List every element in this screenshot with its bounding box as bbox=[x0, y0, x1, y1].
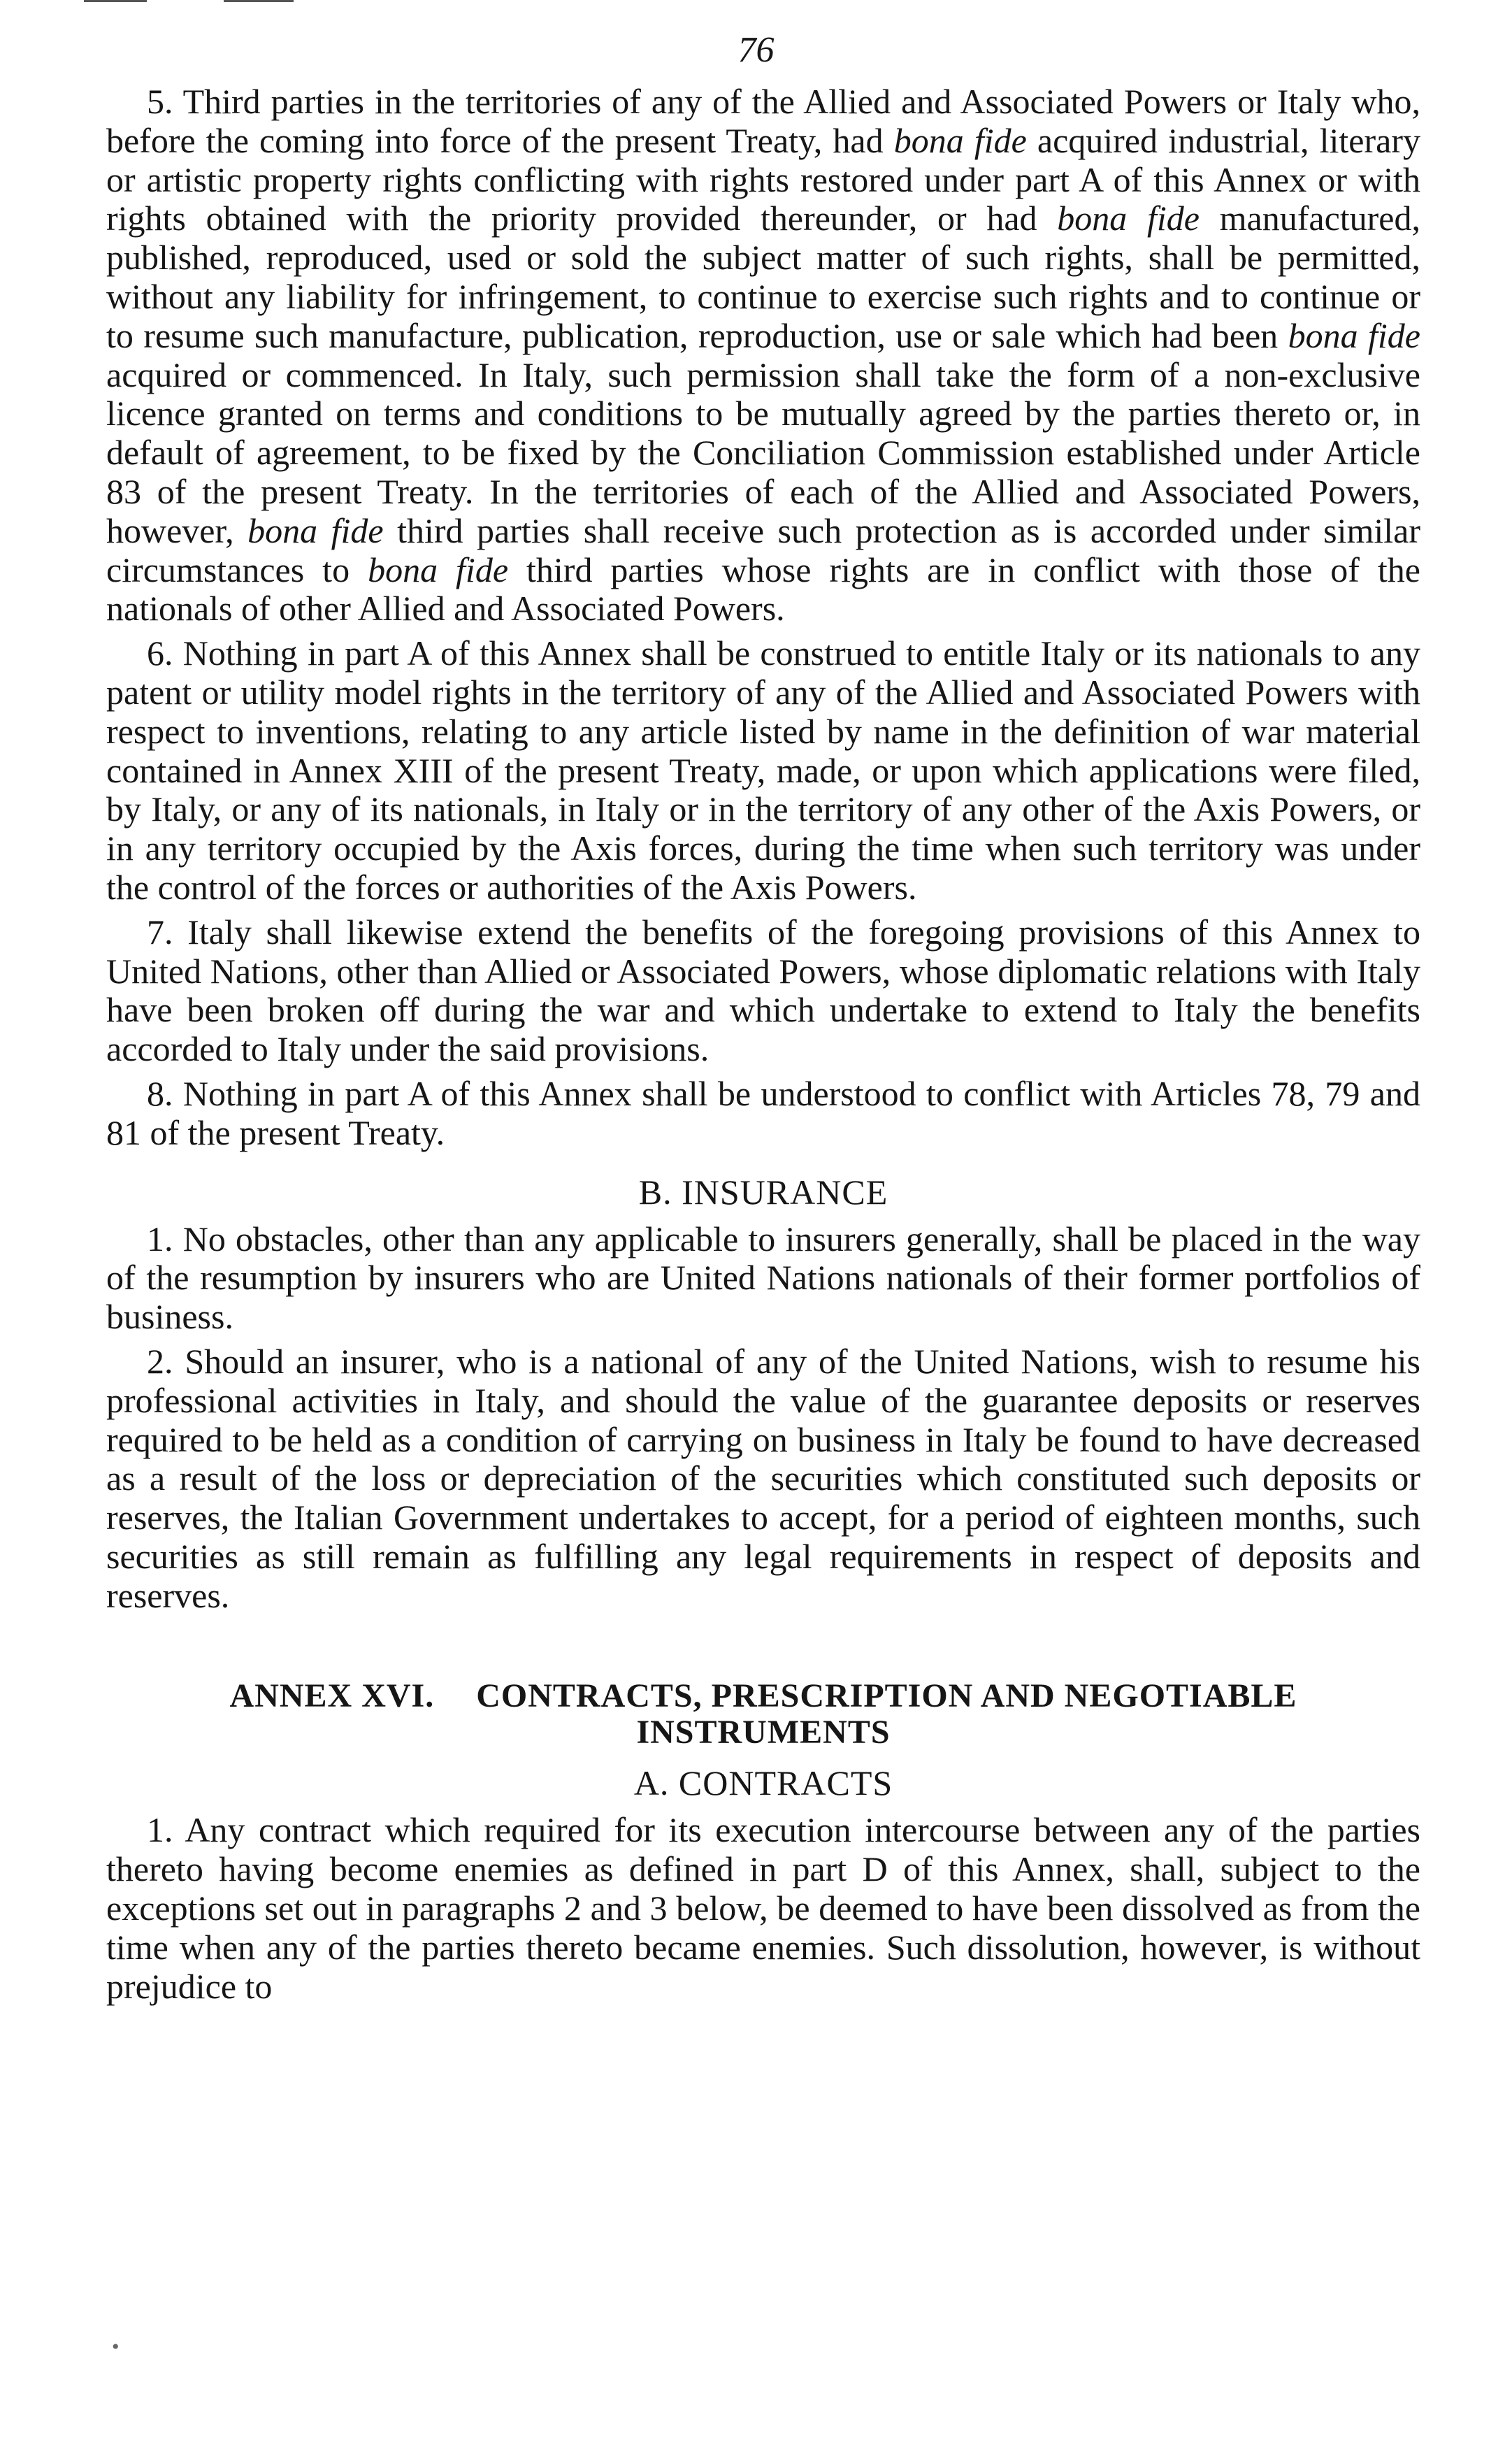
header-rule-left bbox=[84, 0, 147, 2]
paragraph-7: 7. Italy shall likewise extend the benefits of the foregoing provisions of this Annex to United Nations, other than Allied or Associated Powers, whose diplomatic relations with Italy have been broken off during the war and which undertake to extend to Italy the benefits accorded to Italy under the said provisions. bbox=[106, 912, 1420, 1069]
page-body bbox=[106, 83, 1420, 2012]
page-number: 76 bbox=[737, 30, 775, 70]
contracts-paragraph-1: 1. Any contract which required for its execution intercourse between any of the parties thereto having become enemies as defined in part D of this Annex, shall, subject to the exceptions set out in paragraphs 2 and 3 below, be deemed to have been dissolved as from the time when any of the parties thereto became enemies. Such dissolution, however, is without prejudice to bbox=[106, 1810, 1420, 2006]
header-rule-right bbox=[224, 0, 294, 2]
insurance-paragraph-2: 2. Should an insurer, who is a national of any of the United Nations, wish to resume his professional activities in Italy, and should the value of the guarantee deposits or reserves required to be held as a condition of carrying on business in Italy be found to have decreased as a result of the loss or depreciation of the securities which constituted such deposits or reserves, the Italian Government undertakes to accept, for a period of eighteen months, such securities as still remain as fulfilling any legal requirements in respect of deposits and reserves. bbox=[106, 1341, 1420, 1615]
section-b-heading: B. INSURANCE bbox=[638, 1172, 888, 1212]
paragraph-6: 6. Nothing in part A of this Annex shall be construed to entitle Italy or its nationals to any patent or utility model rights in the territory of any of the Allied and Associated Powers with respect to inventions, relating to any article listed by name in the definition of war material contained in Annex XIII of the present Treaty, made, or upon which applications were filed, by Italy, or any of its nationals, in Italy or in the territory of any other of the Axis Powers, or in any territory occupied by the Axis forces, during the time when such territory was under the control of the forces or authorities of the Axis Powers. bbox=[106, 633, 1420, 907]
contracts-heading: A. CONTRACTS bbox=[633, 1763, 893, 1803]
annex-title: CONTRACTS, PRESCRIPTION AND NEGOTIABLE INSTRUMENTS bbox=[476, 1677, 1297, 1751]
annex-xvi-heading bbox=[106, 1678, 1420, 1751]
paragraph-8: 8. Nothing in part A of this Annex shall be understood to conflict with Articles 78, 79 and 81 of the present Treaty. bbox=[106, 1073, 1420, 1152]
annex-number: ANNEX XVI. bbox=[229, 1677, 435, 1715]
paragraph-5: 5. Third parties in the territories of any of the Allied and Associated Powers or Italy who, before the coming into force of the present Treaty, had bona fide acquired industrial, literary or artistic property rights conflicting with rights restored under part A of this Annex or with rights obtained with the priority provided thereunder, or had bona fide manufactured, published, reproduced, used or sold the subject matter of such rights, shall be permitted, without any liability for infringement, to continue to exercise such rights and to continue or to resume such manufacture, publication, reproduction, use or sale which had been bona fide acquired or commenced. In Italy, such permission shall take the form of a non-exclusive licence granted on terms and conditions to be mutually agreed by the parties thereto or, in default of agreement, to be fixed by the Conciliation Commission established under Article 83 of the present Treaty. In the territories of each of the Allied and Associated Powers, however, bona fide third parties shall receive such protection as is accorded under similar circumstances to bona fide third parties whose rights are in conflict with those of the nationals of other Allied and Associated Powers. bbox=[106, 82, 1420, 629]
print-mark: • bbox=[112, 2335, 120, 2358]
insurance-paragraph-1: 1. No obstacles, other than any applicable to insurers generally, shall be placed in the way of the resumption by insurers who are United Nations nationals of their former portfolios of business. bbox=[106, 1219, 1420, 1337]
